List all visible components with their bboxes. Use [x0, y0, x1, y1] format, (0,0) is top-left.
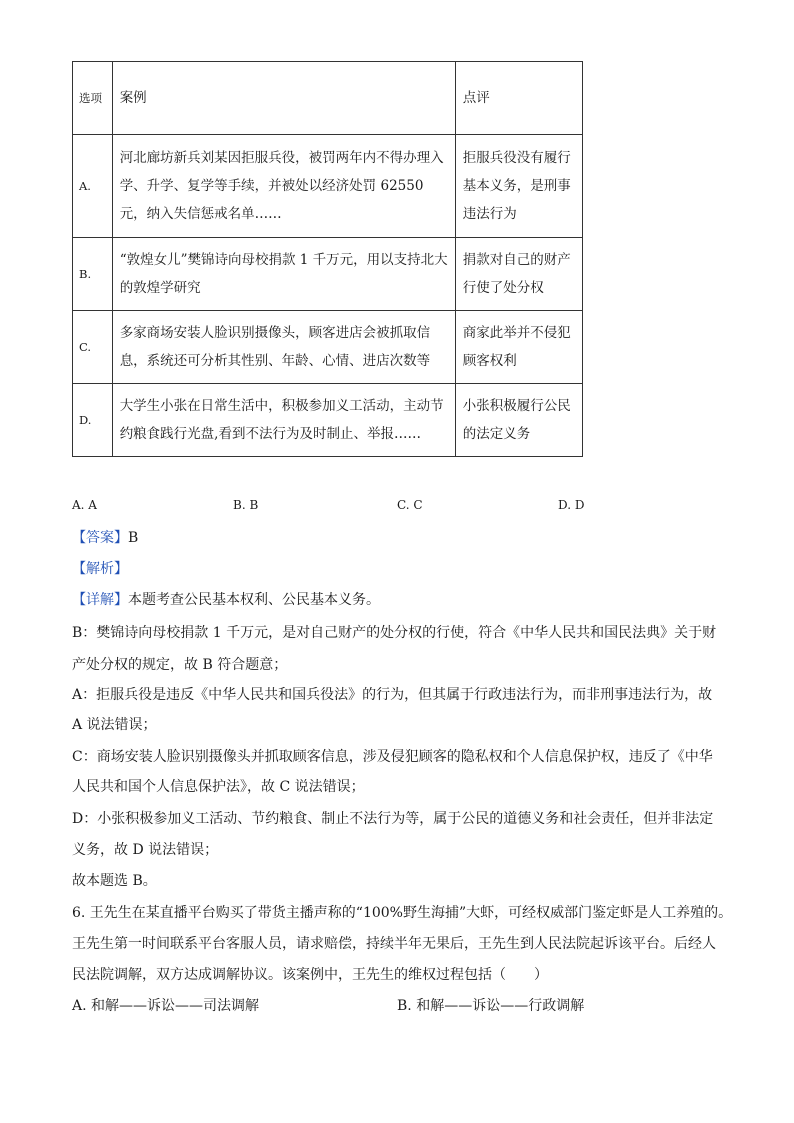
explanation-line — [72, 590, 742, 610]
question-6-options — [72, 996, 742, 1016]
table-row — [73, 311, 583, 384]
question-6-line: 王先生第一时间联系平台客服人员，请求赔偿，持续半年无果后，王先生到人民法院起诉该平台。后经人 — [72, 936, 716, 952]
row-option: D. — [73, 384, 113, 457]
table-row — [73, 384, 583, 457]
row-case: 河北廊坊新兵刘某因拒服兵役，被罚两年内不得办理入学、升学、复学等手续，并被处以经济处罚 62550 元，纳入失信惩戒名单…… — [112, 135, 455, 238]
row-option: A. — [73, 135, 113, 238]
choice-b: B. B — [233, 498, 259, 512]
answer-value: B — [128, 530, 139, 546]
table-row — [73, 238, 583, 311]
answer-line — [72, 528, 742, 548]
row-case: 多家商场安装人脸识别摄像头，顾客进店会被抓取信息，系统还可分析其性别、年龄、心情、进店次数等 — [112, 311, 455, 384]
answer-choices — [72, 498, 712, 518]
row-option: B. — [73, 238, 113, 311]
analysis-tag: 【解析】 — [72, 561, 128, 577]
choice-a: A. A — [72, 498, 97, 512]
q6-option-b: B. 和解——诉讼——行政调解 — [397, 998, 585, 1014]
header-review: 点评 — [455, 62, 582, 135]
row-review: 商家此举并不侵犯顾客权利 — [455, 311, 582, 384]
question-table — [72, 61, 583, 457]
row-review: 小张积极履行公民的法定义务 — [455, 384, 582, 457]
row-review: 拒服兵役没有履行基本义务，是刑事违法行为 — [455, 135, 582, 238]
explanation-text: 本题考查公民基本权利、公民基本义务。 — [128, 592, 380, 608]
q6-option-a: A. 和解——诉讼——司法调解 — [72, 998, 260, 1014]
row-option: C. — [73, 311, 113, 384]
row-case: 大学生小张在日常生活中，积极参加义工活动，主动节约粮食践行光盘,看到不法行为及时制止、举报…… — [112, 384, 455, 457]
explanation-line: A：拒服兵役是违反《中华人民共和国兵役法》的行为，但其属于行政违法行为，而非刑事违法行为，故 — [72, 687, 713, 703]
choice-d: D. D — [558, 498, 585, 512]
choice-c: C. C — [397, 498, 423, 512]
explanation-line: 人民共和国个人信息保护法》，故 C 说法错误； — [72, 779, 365, 795]
table-header-row — [73, 62, 583, 135]
analysis-heading — [72, 559, 742, 579]
question-6-line: 民法院调解，双方达成调解协议。该案例中，王先生的维权过程包括（ ） — [72, 967, 548, 983]
explanation-line: A 说法错误； — [72, 717, 157, 733]
explanation-line: 故本题选 B。 — [72, 873, 157, 889]
explanation-line: D：小张积极参加义工活动、节约粮食、制止不法行为等，属于公民的道德义务和社会责任，但并非法定 — [72, 811, 714, 827]
row-case: “敦煌女儿”樊锦诗向母校捐款 1 千万元，用以支持北大的敦煌学研究 — [112, 238, 455, 311]
header-case: 案例 — [112, 62, 455, 135]
explanation-line: 产处分权的规定，故 B 符合题意； — [72, 657, 288, 673]
explanation-tag: 【详解】 — [72, 592, 128, 608]
row-review: 捐款对自己的财产行使了处分权 — [455, 238, 582, 311]
explanation-line: 义务，故 D 说法错误； — [72, 842, 219, 858]
answer-tag: 【答案】 — [72, 530, 128, 546]
explanation-line: B：樊锦诗向母校捐款 1 千万元，是对自己财产的处分权的行使，符合《中华人民共和国民法典》关于财 — [72, 625, 717, 641]
question-6-line: 6. 王先生在某直播平台购买了带货主播声称的“100%野生海捕”大虾，可经权威部门鉴定虾是人工养殖的。 — [72, 905, 733, 921]
header-option: 选项 — [73, 62, 113, 135]
explanation-line: C：商场安装人脸识别摄像头并抓取顾客信息，涉及侵犯顾客的隐私权和个人信息保护权，违反了《中华 — [72, 749, 713, 765]
table-row — [73, 135, 583, 238]
